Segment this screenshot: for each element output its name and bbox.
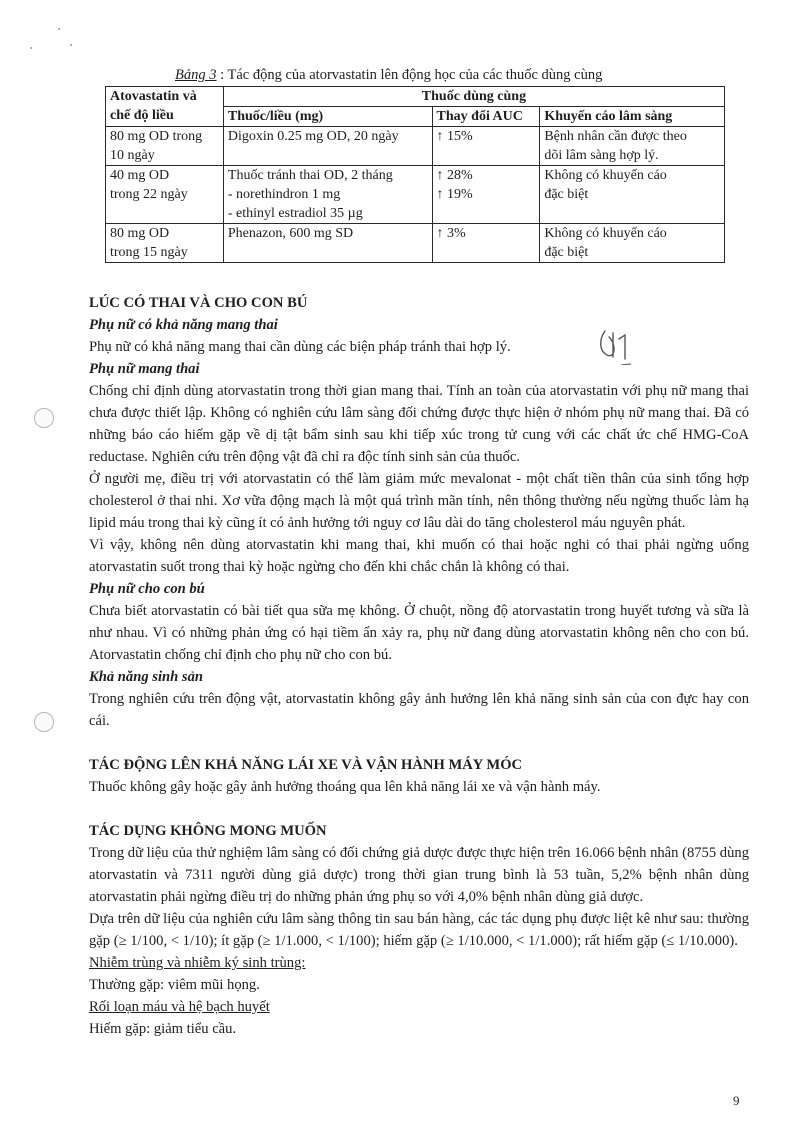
section-heading-pregnancy: LÚC CÓ THAI VÀ CHO CON BÚ (89, 295, 308, 311)
cell-recommendation: Không có khuyến cáo đặc biệt (540, 166, 725, 224)
cell-regimen: 80 mg OD trong 10 ngày (106, 127, 224, 166)
binder-hole (34, 408, 54, 428)
paragraph: Ở người mẹ, điều trị với atorvastatin có thể làm giảm mức mevalonat - một chất tiền thân của sinh tổng hợp cholesterol ở thai nhi. Xơ vữa động mạch là một quá trình mãn tính, nên thông thường nếu ngừng thuốc làm hạ lipid máu trong thai kỳ cũng ít có ảnh hưởng tới nguy cơ lâu dài do tăng cholesterol máu nguyên phát. (89, 471, 749, 531)
table-row (106, 166, 725, 224)
category-blood-lymphatic: Rối loạn máu và hệ bạch huyết (89, 999, 270, 1015)
subheading-fertility: Khả năng sinh sản (89, 669, 203, 685)
scan-speck (58, 28, 60, 30)
header-co-administered: Thuốc dùng cùng (223, 87, 724, 107)
table-row (106, 127, 725, 166)
cell-auc: ↑ 28% ↑ 19% (432, 166, 540, 224)
table-caption-label: Bảng 3 (175, 67, 217, 83)
paragraph: Chống chỉ định dùng atorvastatin trong thời gian mang thai. Tính an toàn của atorvastatin với phụ nữ mang thai chưa được thiết lập. Không có nghiên cứu lâm sàng đối chứng được thực hiện ở nhóm phụ nữ mang thai. Đã có những báo cáo hiếm gặp về dị tật bẩm sinh sau khi tiếp xúc trong tử cung với các chất ức chế HMG-CoA reductase. Nghiên cứu trên động vật đã chỉ ra độc tính sinh sản của thuốc. (89, 383, 749, 465)
paragraph: Dựa trên dữ liệu của nghiên cứu lâm sàng thông tin sau bán hàng, các tác dụng phụ được liệt kê như sau: thường gặp (≥ 1/100, < 1/10); ít gặp (≥ 1/1.000, < 1/100); hiếm gặp (≥ 1/10.000, < 1/1.000); rất hiếm gặp (≤ 1/10.000). (89, 911, 749, 949)
table-row (106, 224, 725, 263)
header-atorvastatin-regimen: Atovastatin và chế độ liều (106, 87, 224, 127)
cell-drug: Phenazon, 600 mg SD (223, 224, 432, 263)
subheading-breastfeeding: Phụ nữ cho con bú (89, 581, 205, 597)
section-heading-adverse-effects: TÁC DỤNG KHÔNG MONG MUỐN (89, 823, 327, 839)
scan-speck (30, 47, 32, 49)
paragraph: Chưa biết atorvastatin có bài tiết qua sữa mẹ không. Ở chuột, nồng độ atorvastatin trong huyết tương và sữa là như nhau. Vì có những phản ứng có hại tiềm ẩn xảy ra, phụ nữ đang dùng atorvastatin không nên cho con bú. Atorvastatin chống chỉ định cho phụ nữ cho con bú. (89, 603, 749, 663)
table-caption (175, 66, 602, 84)
header-recommendation: Khuyến cáo lâm sàng (540, 107, 725, 127)
paragraph: Thường gặp: viêm mũi họng. (89, 977, 260, 993)
header-drug-dose: Thuốc/liều (mg) (223, 107, 432, 127)
body-text (89, 292, 749, 1040)
cell-auc: ↑ 15% (432, 127, 540, 166)
category-infections: Nhiễm trùng và nhiễm ký sinh trùng: (89, 955, 306, 971)
paragraph: Trong dữ liệu của thử nghiệm lâm sàng có đối chứng giả dược được thực hiện trên 16.066 bệnh nhân (8755 dùng atorvastatin và 7311 người dùng giả dược) trong thời gian trung bình là 53 tuần, 5,2% bệnh nhân dùng atorvastatin phải ngừng điều trị do những phản ứng phụ so với 4,0% bệnh nhân dùng giả dược. (89, 845, 749, 905)
subheading-pregnant: Phụ nữ mang thai (89, 361, 200, 377)
cell-regimen: 80 mg OD trong 15 ngày (106, 224, 224, 263)
binder-hole (34, 712, 54, 732)
table-caption-text: : Tác động của atorvastatin lên động học của các thuốc dùng cùng (220, 67, 603, 83)
section-heading-driving: TÁC ĐỘNG LÊN KHẢ NĂNG LÁI XE VÀ VẬN HÀNH MÁY MÓC (89, 757, 523, 773)
cell-regimen: 40 mg OD trong 22 ngày (106, 166, 224, 224)
header-auc-change: Thay đổi AUC (432, 107, 540, 127)
paragraph: Hiếm gặp: giảm tiểu cầu. (89, 1021, 237, 1037)
interaction-table (105, 86, 725, 263)
cell-recommendation: Không có khuyến cáo đặc biệt (540, 224, 725, 263)
cell-drug: Digoxin 0.25 mg OD, 20 ngày (223, 127, 432, 166)
subheading-childbearing: Phụ nữ có khả năng mang thai (89, 317, 278, 333)
paragraph: Thuốc không gây hoặc gây ảnh hưởng thoáng qua lên khả năng lái xe và vận hành máy. (89, 779, 601, 795)
paragraph: Phụ nữ có khả năng mang thai cần dùng các biện pháp tránh thai hợp lý. (89, 339, 511, 355)
cell-auc: ↑ 3% (432, 224, 540, 263)
cell-recommendation: Bệnh nhân cần được theo dõi lâm sàng hợp lý. (540, 127, 725, 166)
paragraph: Trong nghiên cứu trên động vật, atorvastatin không gây ảnh hưởng lên khả năng sinh sản của con đực hay con cái. (89, 691, 749, 729)
paragraph: Vì vậy, không nên dùng atorvastatin khi mang thai, khi muốn có thai hoặc nghi có thai phải ngừng uống atorvastatin suốt trong thai kỳ hoặc ngừng cho đến khi chắc chắn là không có thai. (89, 537, 749, 575)
cell-drug: Thuốc tránh thai OD, 2 tháng - norethindron 1 mg - ethinyl estradiol 35 µg (223, 166, 432, 224)
scan-speck (70, 44, 72, 46)
page-number: 9 (733, 1093, 740, 1108)
